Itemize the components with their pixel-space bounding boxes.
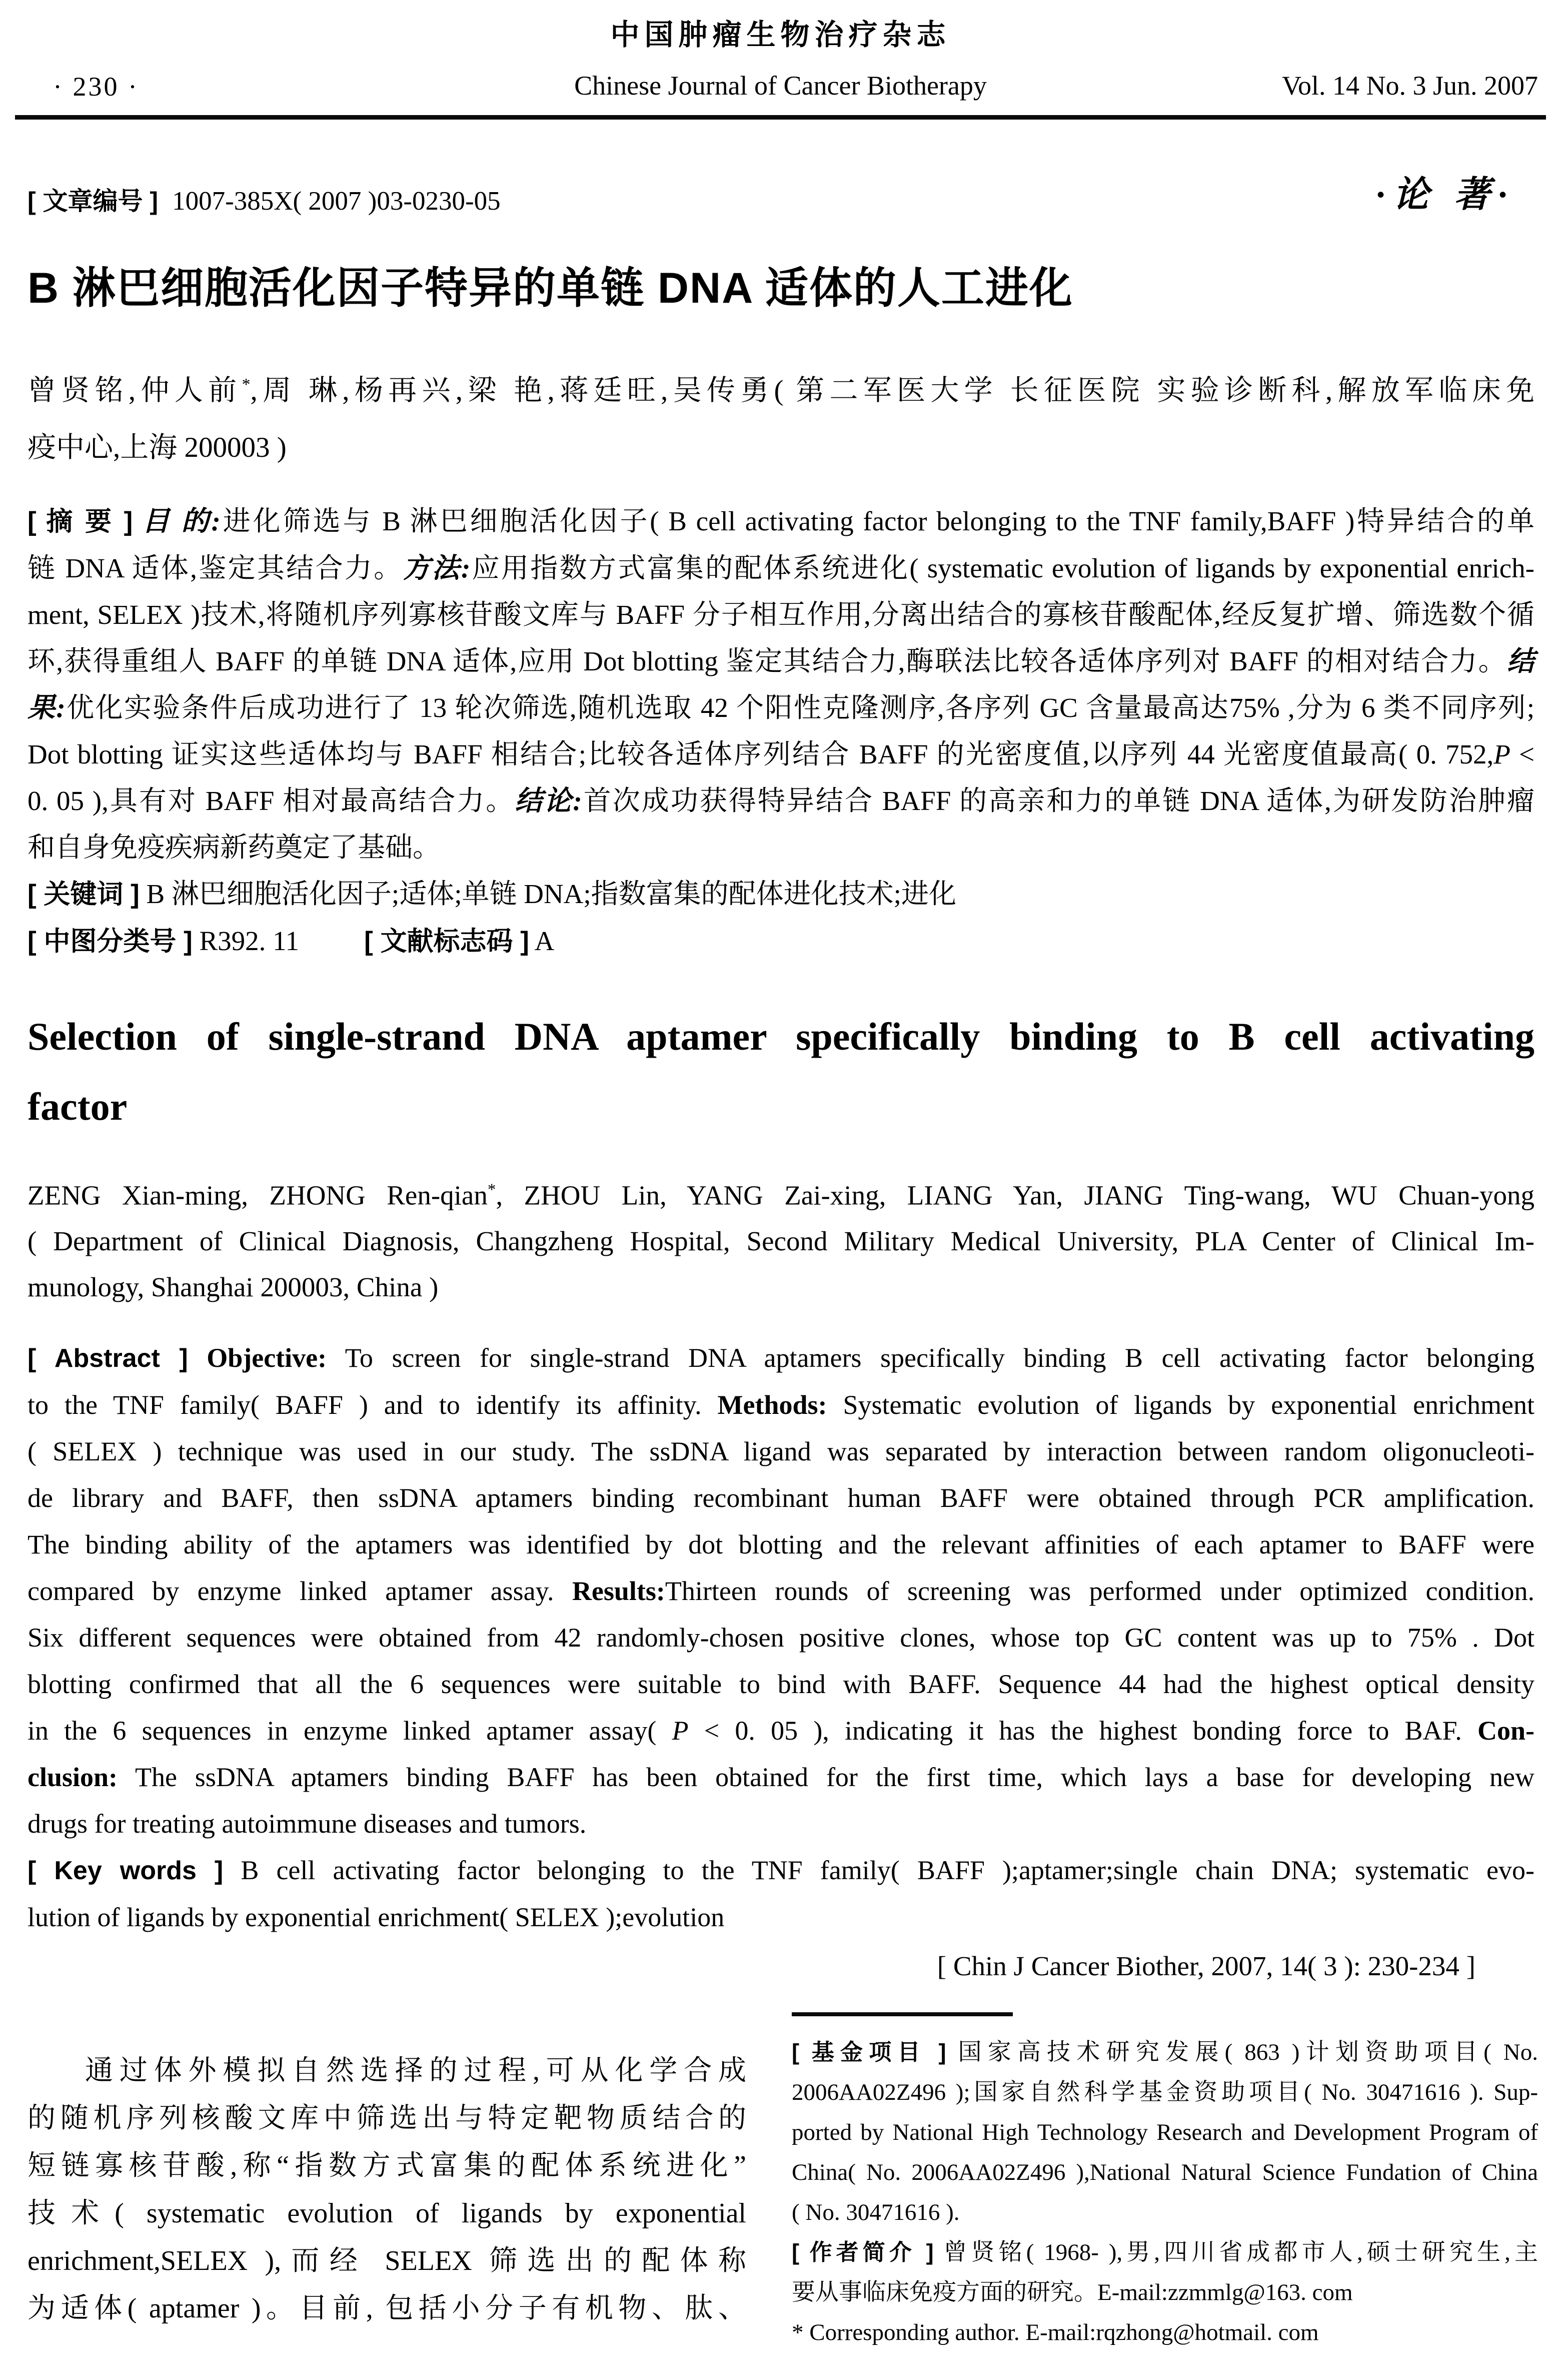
article-number-value: 1007-385X( 2007 )03-0230-05 [172, 187, 501, 216]
column-mark: ·论 著· [1375, 175, 1515, 215]
results-head-en: Results: [572, 1576, 665, 1606]
abstract-cn-line: Dot blotting 证实这些适体均与 BAFF 相结合;比较各适体序列结合 BAFF 的光密度值,以序列 44 光密度值最高( 0. 752,P < [28, 739, 1534, 769]
body-line: enrichment,SELEX ),而经 SELEX 筛选出的配体称 [28, 2245, 746, 2276]
objective-head-cn: 目 的: [133, 506, 221, 536]
body-line: 技术( systematic evolution of ligands by exponential [28, 2198, 746, 2229]
abstract-cn [28, 498, 1534, 965]
body-line: 通过体外模拟自然选择的过程,可从化学合成 [85, 2055, 746, 2086]
clc-label: [ 中图分类号 ] [28, 927, 193, 956]
keywords-line-cn: [ 关键词 ] B 淋巴细胞活化因子;适体;单链 DNA;指数富集的配体进化技术;进化 [28, 879, 956, 909]
objective-head-en: Objective: [188, 1343, 327, 1373]
journal-title-en: Chinese Journal of Cancer Biotherapy [574, 71, 987, 101]
methods-head-en: Methods: [717, 1390, 827, 1420]
abstract-en-line: drugs for treating autoimmune diseases and tumors. [28, 1809, 587, 1839]
abstract-en-line: clusion: The ssDNA aptamers binding BAFF has been obtained for the first time, which lays a base for developing new [28, 1762, 1534, 1792]
keywords-label-en: [ Key words ] [28, 1856, 224, 1885]
fund-note-line: 2006AA02Z496 );国家自然科学基金资助项目( No. 30471616 ). Sup- [792, 2079, 1538, 2105]
results-head-cn-part1: 结 [1506, 646, 1534, 676]
abstract-en-line: de library and BAFF, then ssDNA aptamers binding recombinant human BAFF were obtained through PCR amplification. [28, 1483, 1534, 1513]
authors-cn-line2: 疫中心,上海 200003 ) [28, 432, 287, 463]
corresponding-star-en: * [487, 1181, 496, 1199]
conclusion-head-cn: 结论: [515, 785, 582, 816]
body-line: 短链寡核苷酸,称“指数方式富集的配体系统进化” [28, 2150, 746, 2181]
abstract-cn-line: 和自身免疫疾病新药奠定了基础。 [28, 832, 441, 863]
abstract-en-line: compared by enzyme linked aptamer assay. Results:Thirteen rounds of screening was performed under optimized condition. [28, 1576, 1535, 1606]
footnote-rule [792, 2012, 1013, 2016]
corresponding-note: * Corresponding author. E-mail:rqzhong@hotmail. com [792, 2319, 1319, 2345]
article-title-cn: B 淋巴细胞活化因子特异的单链 DNA 适体的人工进化 [28, 264, 1073, 312]
author-bio-label: [ 作者简介 ] [792, 2239, 934, 2265]
abstract-en [28, 1335, 1534, 1941]
body-line: 的随机序列核酸文库中筛选出与特定靶物质结合的 [28, 2103, 746, 2134]
abstract-cn-line: ment, SELEX )技术,将随机序列寡核苷酸文库与 BAFF 分子相互作用,分离出结合的寡核苷酸配体,经反复扩增、筛选数个循 [28, 599, 1534, 630]
fund-label: [ 基金项目 ] [792, 2039, 946, 2065]
header-rule [15, 115, 1546, 120]
authors-cn [28, 356, 1534, 476]
keywords-label-cn: [ 关键词 ] [28, 880, 140, 909]
fund-note-line: ported by National High Technology Research and Development Program of [792, 2119, 1538, 2145]
p-value-symbol: P [1493, 739, 1510, 769]
keywords-line-en: [ Key words ] B cell activating factor belonging to the TNF family( BAFF );aptamer;single chain DNA; systematic evo- [28, 1855, 1535, 1885]
body-line: 为适体( aptamer )。目前, 包括小分子有机物、肽、 [28, 2293, 746, 2324]
fund-note-line: [ 基金项目 ] 国家高技术研究发展( 863 )计划资助项目( No. [792, 2039, 1538, 2065]
page-number: · 230 · [53, 72, 139, 102]
abstract-cn-line: 环,获得重组人 BAFF 的单链 DNA 适体,应用 Dot blotting 鉴定其结合力,酶联法比较各适体序列对 BAFF 的相对结合力。结 [28, 646, 1534, 676]
authors-en [28, 1167, 1534, 1310]
results-head-cn-part2: 果: [28, 692, 66, 723]
p-value-symbol-en: P [672, 1716, 689, 1746]
article-number-label: [ 文章编号 ] [28, 187, 159, 215]
fund-note-line: ( No. 30471616 ). [792, 2199, 960, 2225]
abstract-en-line: to the TNF family( BAFF ) and to identify its affinity. Methods: Systematic evolution of ligands by exponential enrichment [28, 1390, 1534, 1420]
body-paragraph [28, 2047, 746, 2332]
conclusion-head-en-part2: clusion: [28, 1762, 118, 1792]
fund-note-line: China( No. 2006AA02Z496 ),National Natural Science Fundation of China [792, 2159, 1538, 2185]
methods-head-cn: 方法: [403, 553, 471, 583]
document-code-label: [ 文献标志码 ] [364, 927, 529, 956]
abstract-en-line: [ Abstract ] Objective: To screen for single-strand DNA aptamers specifically binding B cell activating factor belonging [28, 1343, 1534, 1373]
authors-en-names: ZENG Xian-ming, ZHONG Ren-qian*, ZHOU Lin, YANG Zai-xing, LIANG Yan, JIANG Ting-wang, WU Chuan-yong [28, 1180, 1535, 1211]
abstract-en-line: The binding ability of the aptamers was identified by dot blotting and the relevant affinities of each aptamer to BAFF were [28, 1529, 1534, 1559]
author-bio-line: 要从事临床免疫方面的研究。E-mail:zzmmlg@163. com [792, 2279, 1353, 2305]
affiliation-line2: munology, Shanghai 200003, China ) [28, 1272, 439, 1303]
issue-info: Vol. 14 No. 3 Jun. 2007 [1281, 71, 1538, 101]
abstract-cn-line: 0. 05 ),具有对 BAFF 相对最高结合力。结论:首次成功获得特异结合 BAFF 的高亲和力的单链 DNA 适体,为研发防治肿瘤 [28, 785, 1534, 816]
article-title-en [28, 1002, 1534, 1142]
abstract-cn-line: 链 DNA 适体,鉴定其结合力。方法:应用指数方式富集的配体系统进化( systematic evolution of ligands by exponential enrich- [28, 553, 1534, 583]
conclusion-head-en-part1: Con- [1477, 1716, 1534, 1746]
abstract-cn-line: [ 摘 要 ] 目 的:进化筛选与 B 淋巴细胞活化因子( B cell activating factor belonging to the TNF family,BAFF )特异结合的单 [28, 506, 1534, 536]
abstract-en-line: Six different sequences were obtained from 42 randomly-chosen positive clones, whose top GC content was up to 75% . Dot [28, 1623, 1534, 1653]
footnotes [792, 2032, 1538, 2352]
authors-cn-line1: 曾贤铭,仲人前*,周 琳,杨再兴,梁 艳,蒋廷旺,吴传勇( 第二军医大学 长征医院 实验诊断科,解放军临床免 [28, 375, 1534, 406]
corresponding-star: * [242, 375, 251, 394]
author-bio-line: [ 作者简介 ] 曾贤铭( 1968- ),男,四川省成都市人,硕士研究生,主 [792, 2239, 1538, 2265]
keywords-line-en2: lution of ligands by exponential enrichment( SELEX );evolution [28, 1902, 725, 1932]
abstract-en-line: blotting confirmed that all the 6 sequences were suitable to bind with BAFF. Sequence 44 had the highest optical density [28, 1669, 1534, 1699]
abstract-en-line: ( SELEX ) technique was used in our study. The ssDNA ligand was separated by interaction between random oligonucleoti- [28, 1436, 1534, 1466]
affiliation-line1: ( Department of Clinical Diagnosis, Changzheng Hospital, Second Military Medical University, PLA Center of Clinical Im- [28, 1226, 1534, 1257]
citation-line: [ Chin J Cancer Biother, 2007, 14( 3 ): 230-234 ] [937, 1951, 1475, 1981]
abstract-label-en: [ Abstract ] [28, 1344, 188, 1373]
article-number-line [28, 181, 501, 217]
abstract-label: [ 摘 要 ] [28, 507, 133, 536]
article-title-en-line2: factor [28, 1085, 128, 1128]
journal-title-cn: 中国肿瘤生物治疗杂志 [610, 19, 951, 51]
clc-line: [ 中图分类号 ] R392. 11 [ 文献标志码 ] A [28, 926, 555, 956]
abstract-cn-line: 果:优化实验条件后成功进行了 13 轮次筛选,随机选取 42 个阳性克隆测序,各序列 GC 含量最高达75% ,分为 6 类不同序列; [28, 692, 1534, 723]
abstract-en-line: in the 6 sequences in enzyme linked aptamer assay( P < 0. 05 ), indicating it has the highest bonding force to BAF. Con- [28, 1716, 1534, 1746]
article-title-en-line1: Selection of single-strand DNA aptamer specifically binding to B cell activating [28, 1015, 1534, 1058]
